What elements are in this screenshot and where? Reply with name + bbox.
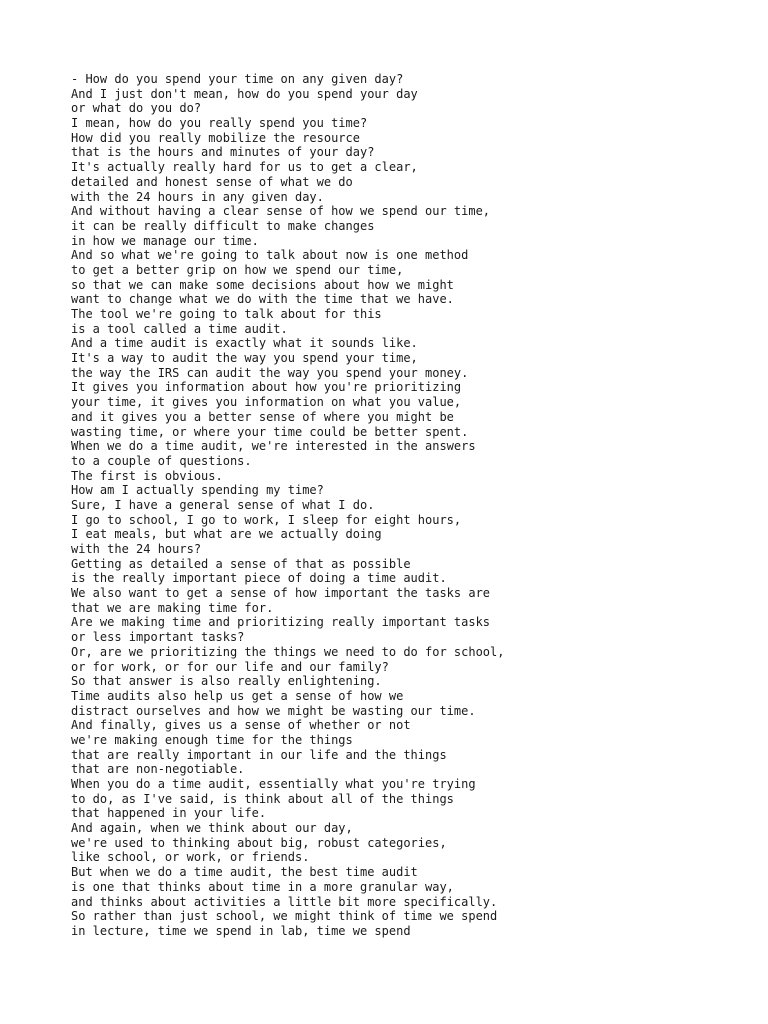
transcript-line: The tool we're going to talk about for this [71,307,382,321]
transcript-line: it can be really difficult to make changes [71,218,375,233]
transcript-line: - How do you spend your time on any given day? [71,72,404,86]
transcript-line: that we are making time for. [71,600,274,615]
transcript-line: to do, as I've said, is think about all of the things [71,791,454,806]
transcript-line: How did you really mobilize the resource [71,130,360,145]
transcript-line: or for work, or for our life and our family? [71,659,389,674]
transcript-line: So that answer is also really enlightening. [71,674,382,689]
transcript-line: And so what we're going to talk about now is one method [71,248,469,263]
transcript-line: to a couple of questions. [71,453,252,468]
transcript-line: I mean, how do you really spend you time? [71,116,368,131]
transcript-line: It's a way to audit the way you spend your time, [71,351,418,366]
transcript-line: the way the IRS can audit the way you spend your money. [71,365,469,380]
transcript-line: so that we can make some decisions about how we might [71,277,454,292]
transcript-line: with the 24 hours? [71,542,202,556]
transcript-line: your time, it gives you information on what you value, [71,395,462,410]
transcript-line: I eat meals, but what are we actually doing [71,527,382,542]
transcript-line: distract ourselves and how we might be wasting our time. [71,703,476,718]
transcript-line: that is the hours and minutes of your day? [71,145,375,160]
transcript-line: and it gives you a better sense of where you might be [71,409,454,424]
transcript-line: How am I actually spending my time? [71,483,324,498]
transcript-line: detailed and honest sense of what we do [71,174,353,189]
transcript-line: we're making enough time for the things [71,732,353,747]
transcript-line: And I just don't mean, how do you spend your day [71,86,418,101]
transcript-line: Or, are we prioritizing the things we need to do for school, [71,644,505,659]
transcript-line: And a time audit is exactly what it sounds like. [71,336,418,351]
transcript-line: is the really important piece of doing a time audit. [71,571,447,586]
transcript-line: I go to school, I go to work, I sleep for eight hours, [71,512,462,527]
transcript-line: that are really important in our life and the things [71,747,447,762]
transcript-line: And finally, gives us a sense of whether or not [71,718,411,733]
transcript-line: And without having a clear sense of how we spend our time, [71,204,491,219]
transcript-line: and thinks about activities a little bit more specifically. [71,894,498,909]
transcript-line: is one that thinks about time in a more granular way, [71,879,454,894]
transcript-line: in how we manage our time. [71,233,259,248]
transcript-line: or less important tasks? [71,630,245,645]
transcript-line: The first is obvious. [71,468,223,483]
transcript-line: want to change what we do with the time that we have. [71,292,454,307]
transcript-line: that happened in your life. [71,806,267,821]
transcript-line: we're used to thinking about big, robust categories, [71,835,447,850]
transcript-line: Time audits also help us get a sense of how we [71,688,404,703]
transcript-line: or what do you do? [71,101,202,116]
transcript-line: Sure, I have a general sense of what I do. [71,497,375,512]
transcript-line: When we do a time audit, we're interested in the answers [71,439,476,454]
transcript-line: Getting as detailed a sense of that as possible [71,556,411,571]
transcript-line: to get a better grip on how we spend our time, [71,262,404,277]
transcript-line: When you do a time audit, essentially what you're trying [71,777,476,791]
transcript-line: We also want to get a sense of how important the tasks are [71,586,491,601]
transcript-line: that are non-negotiable. [71,762,245,777]
transcript-line: But when we do a time audit, the best time audit [71,865,418,880]
transcript-line: is a tool called a time audit. [71,321,288,336]
transcript-line: like school, or work, or friends. [71,850,310,865]
transcript-text [71,72,504,939]
transcript-line: And again, when we think about our day, [71,821,353,836]
transcript-line: in lecture, time we spend in lab, time we spend [71,923,411,938]
transcript-line: It's actually really hard for us to get a clear, [71,160,418,175]
transcript-line: Are we making time and prioritizing really important tasks [71,615,491,630]
transcript-line: wasting time, or where your time could be better spent. [71,424,469,439]
transcript-line: So rather than just school, we might think of time we spend [71,909,498,924]
transcript-line: with the 24 hours in any given day. [71,189,324,204]
transcript-line: It gives you information about how you're prioritizing [71,380,462,395]
